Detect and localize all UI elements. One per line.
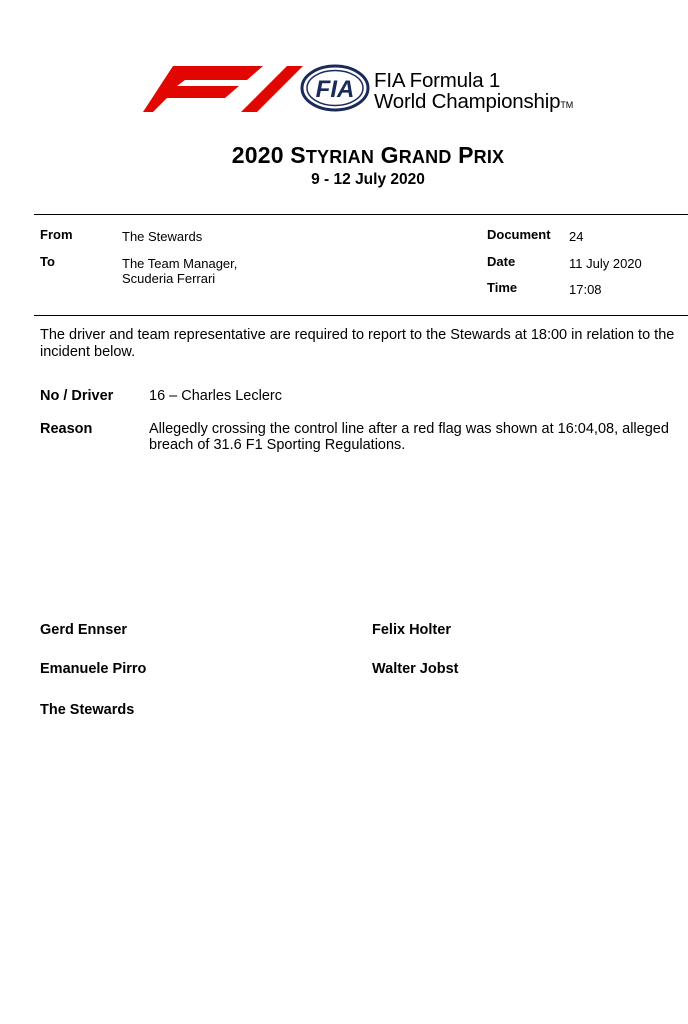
driver-value: 16 – Charles Leclerc bbox=[149, 388, 282, 404]
divider-top bbox=[34, 214, 688, 215]
trademark: TM bbox=[560, 100, 574, 110]
time-label: Time bbox=[487, 280, 518, 295]
from-label: From bbox=[40, 227, 73, 242]
brand-line-2: World ChampionshipTM bbox=[374, 90, 574, 113]
signatory-4: Walter Jobst bbox=[372, 661, 459, 677]
date-value: 11 July 2020 bbox=[569, 256, 642, 271]
document-label: Document bbox=[487, 227, 551, 242]
to-label: To bbox=[40, 254, 55, 269]
time-value: 17:08 bbox=[569, 282, 602, 297]
divider-bottom bbox=[34, 315, 688, 316]
f1-logo bbox=[143, 66, 303, 112]
signatory-1: Gerd Ennser bbox=[40, 622, 128, 638]
driver-label: No / Driver bbox=[40, 388, 114, 404]
from-value: The Stewards bbox=[122, 229, 203, 244]
signatory-3: Emanuele Pirro bbox=[40, 661, 147, 677]
brand-text bbox=[374, 70, 573, 116]
brand-line-1: FIA Formula 1 bbox=[374, 69, 501, 92]
event-title: 2020 STYRIAN GRAND PRIX bbox=[231, 142, 505, 168]
date-label: Date bbox=[487, 254, 516, 269]
fia-logo bbox=[300, 64, 370, 112]
event-dates: 9 - 12 July 2020 bbox=[311, 171, 425, 188]
reason-value: Allegedly crossing the control line after a red flag was shown at 16:04,08, alleged breach of 31.6 F1 Sporting Regulations. bbox=[149, 421, 669, 453]
signatory-2: Felix Holter bbox=[372, 622, 451, 638]
stewards-closing: The Stewards bbox=[40, 702, 135, 718]
svg-text:FIA: FIA bbox=[315, 76, 355, 103]
reason-label: Reason bbox=[40, 421, 93, 437]
intro-paragraph: The driver and team representative are required to report to the Stewards at 18:00 in relation to the incident below. bbox=[40, 327, 675, 360]
document-value: 24 bbox=[569, 229, 584, 244]
to-value: The Team Manager, Scuderia Ferrari bbox=[122, 256, 238, 286]
